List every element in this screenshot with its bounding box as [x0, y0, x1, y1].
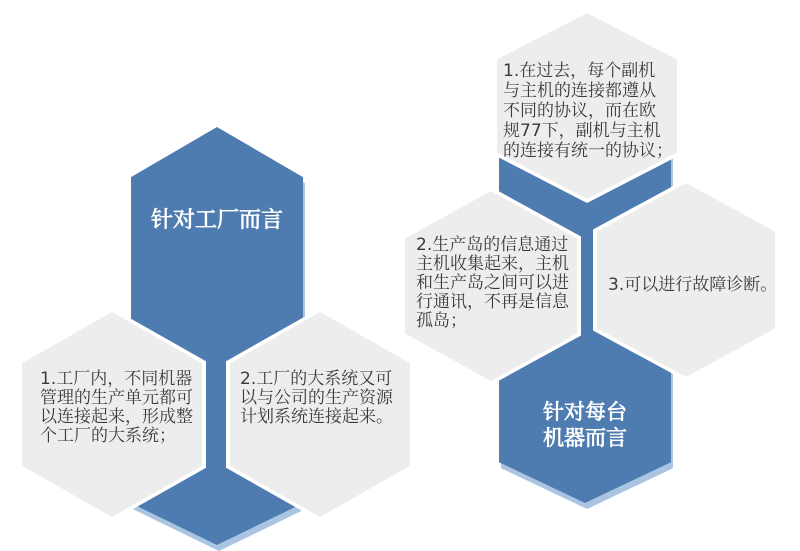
machine-group-title: 针对每台 机器而言: [543, 400, 627, 450]
machine-item-3-text: 3.可以进行故障诊断。: [608, 275, 778, 295]
machine-item-2-text: 2.生产岛的信息通过 主机收集起来，主机 和生产岛之间可以进 行通讯，不再是信息 孤岛；: [416, 235, 569, 331]
factory-item-2-text: 2.工厂的大系统又可 以与公司的生产资源 计划系统连接起来。: [240, 369, 393, 427]
factory-group-title: 针对工厂而言: [150, 208, 283, 233]
factory-item-1-text: 1.工厂内，不同机器 管理的生产单元都可 以连接起来，形成整 个工厂的大系统；: [40, 369, 193, 446]
machine-item-1-text: 1.在过去，每个副机 与主机的连接都遵从 不同的协议，而在欧 规77下，副机与主机 的连接有统一的协议；: [503, 61, 673, 161]
